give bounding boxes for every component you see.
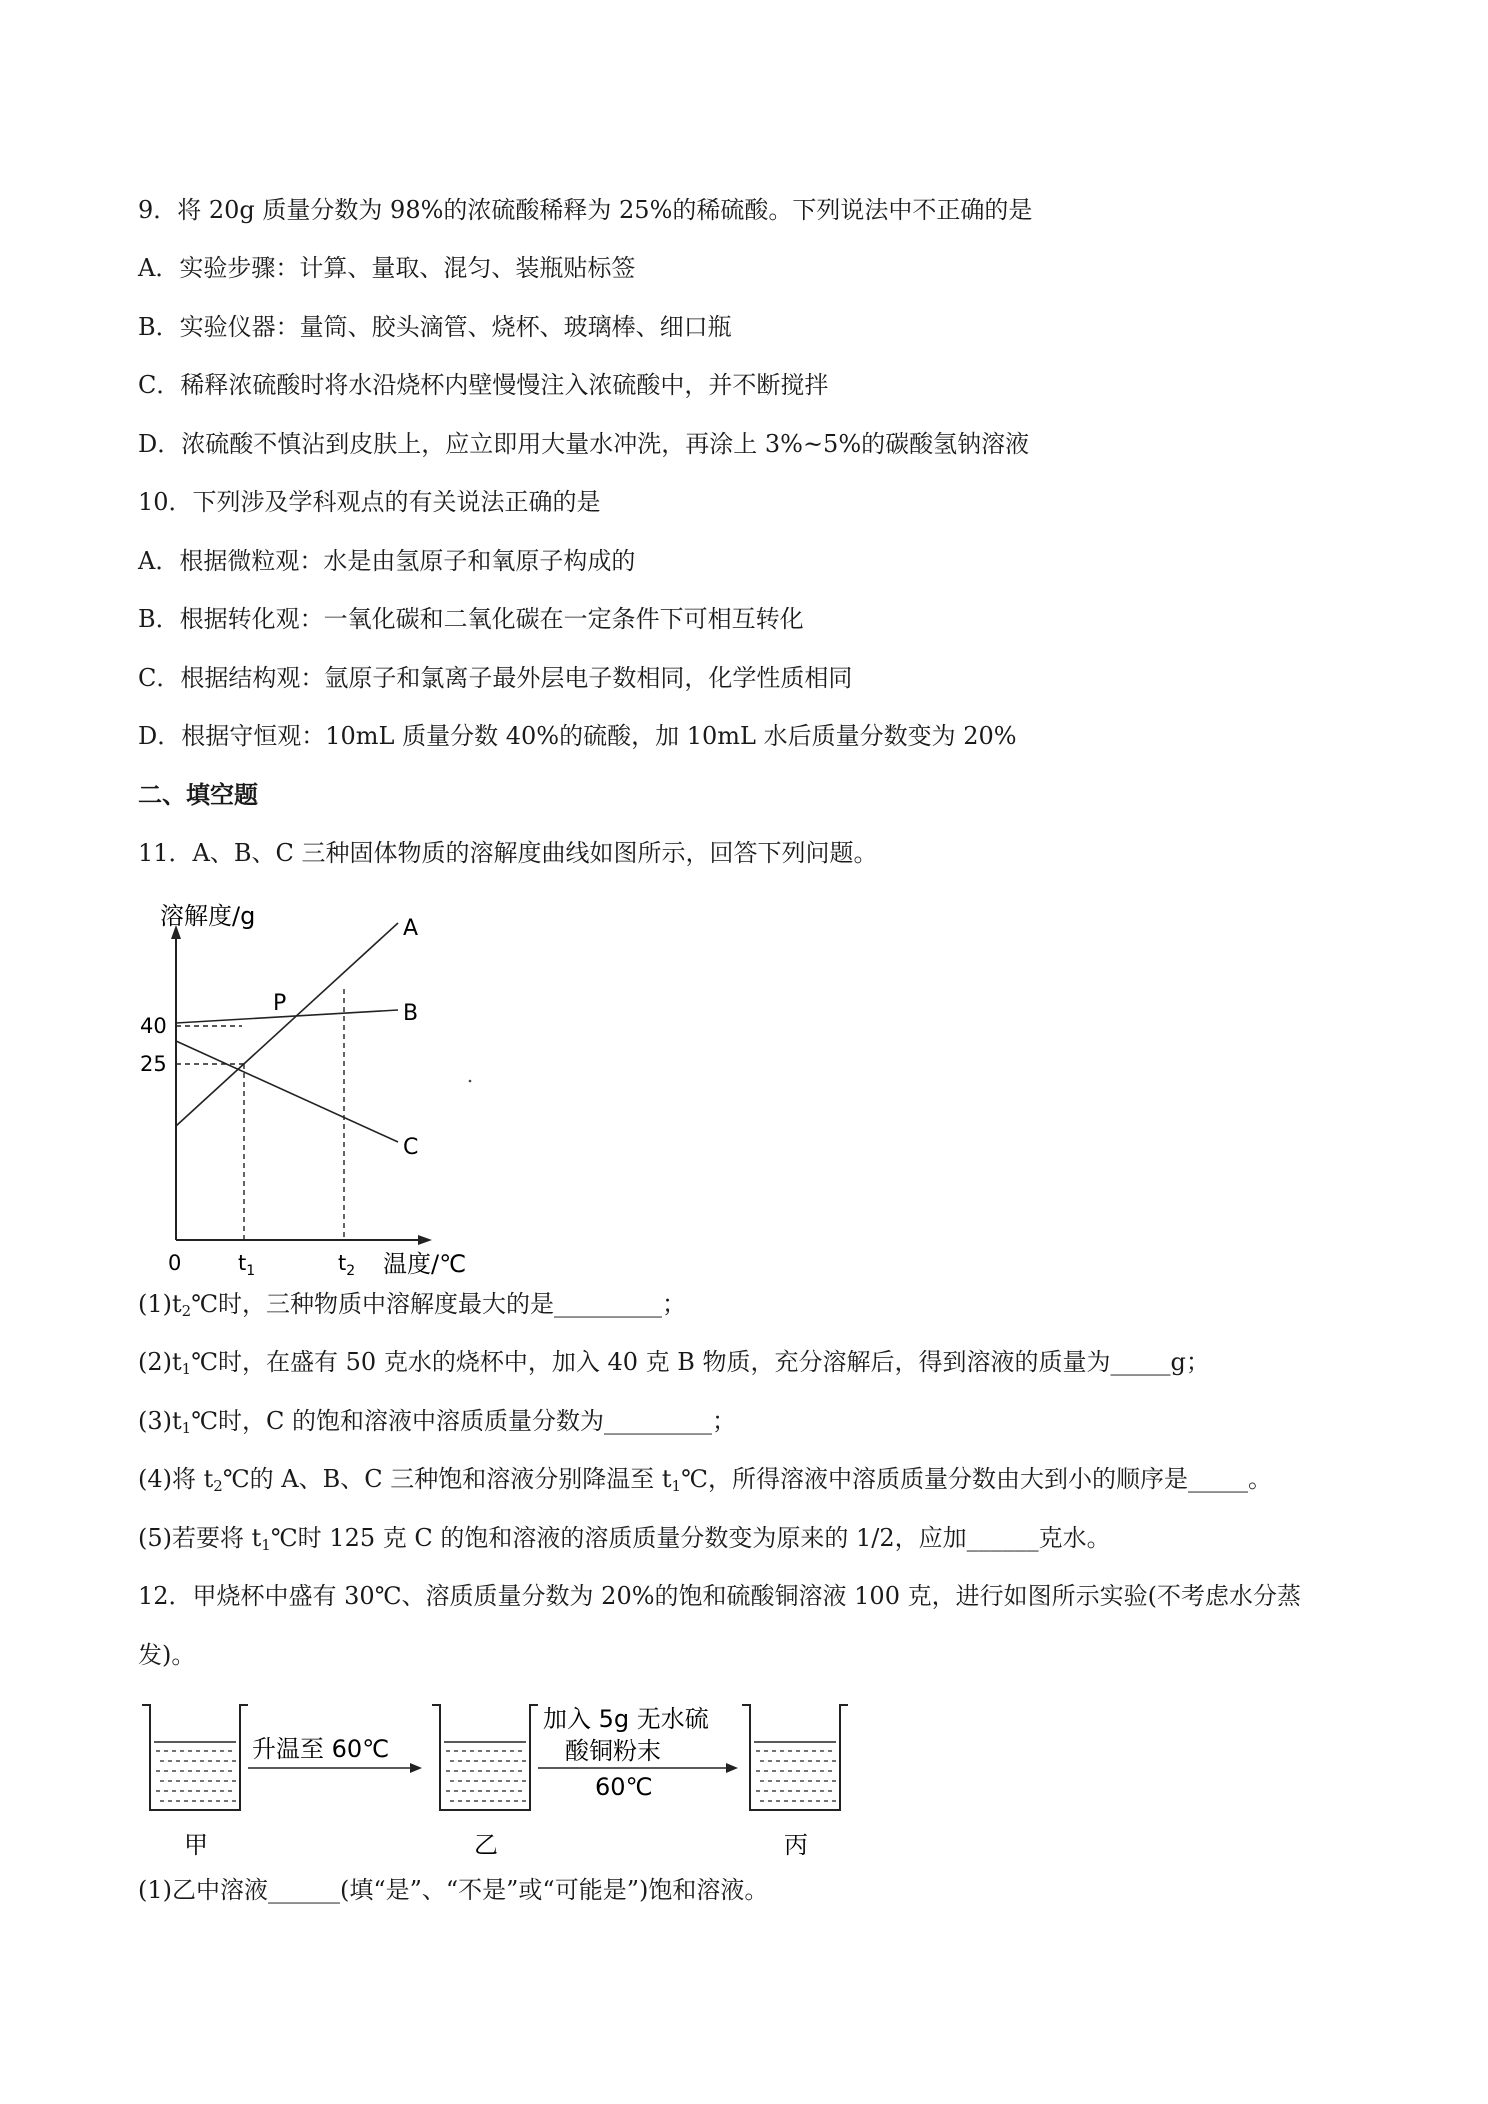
q10-stem: 10．下列涉及学科观点的有关说法正确的是 [138, 488, 601, 516]
curve-a-label: A [403, 916, 419, 941]
beaker-yi [432, 1705, 538, 1810]
x-axis-label: 温度/℃ [383, 1250, 467, 1275]
curve-b [176, 1010, 398, 1023]
beaker-yi-label: 乙 [474, 1831, 498, 1859]
beaker-bing-label: 丙 [784, 1831, 808, 1859]
q11-sub-5: (5)若要将 $t_1℃$时 125 克 C 的饱和溶液的溶质质量分数变为原来的 1/2，应加______克水。 [138, 1524, 1111, 1554]
q12-experiment-figure [140, 1695, 860, 1865]
y-tick-25: 25 [140, 1052, 167, 1076]
q9-option-b: B．实验仪器：量筒、胶头滴管、烧杯、玻璃棒、细口瓶 [138, 313, 732, 341]
arrow-2-label-line-3: 60℃ [595, 1773, 653, 1801]
x-tick-t2: $t_2$ [338, 1251, 356, 1275]
q9-option-d: D．浓硫酸不慎沾到皮肤上，应立即用大量水冲洗，再涂上 3%~5%的碳酸氢钠溶液 [138, 430, 1030, 458]
stray-dot [469, 1080, 472, 1083]
q11-stem: 11．A、B、C 三种固体物质的溶解度曲线如图所示，回答下列问题。 [138, 839, 878, 867]
x-tick-t1: $t_1$ [238, 1251, 256, 1275]
arrow-2-label-line-1: 加入 5g 无水硫 [543, 1705, 709, 1733]
q11-sub-2: $(2)t_1℃$时，在盛有 50 克水的烧杯中，加入 40 克 B 物质，充分溶解后，得到溶液的质量为_____g； [138, 1348, 1210, 1378]
curve-c-label: C [403, 1135, 419, 1160]
q9-option-c: C．稀释浓硫酸时将水沿烧杯内壁慢慢注入浓硫酸中，并不断搅拌 [138, 371, 829, 399]
beaker-bing [742, 1705, 848, 1810]
solubility-curve-chart [140, 895, 480, 1275]
q9-option-a: A．实验步骤：计算、量取、混匀、装瓶贴标签 [138, 254, 636, 282]
q11-sub-4: (4)将 $t_2℃$的 A、B、C 三种饱和溶液分别降温至 $t_1℃$，所得溶液中溶质质量分数由大到小的顺序是_____。 [138, 1465, 1272, 1495]
q12-sub-1: (1)乙中溶液______(填“是”、“不是”或“可能是”)饱和溶液。 [138, 1876, 769, 1904]
q11-sub-1: $(1)t_2℃$时，三种物质中溶解度最大的是_________； [138, 1290, 687, 1320]
arrow-1-head [410, 1763, 422, 1773]
q11-sub-3: $(3)t_1℃$时，C 的饱和溶液中溶质质量分数为_________； [138, 1407, 737, 1437]
beaker-jia [142, 1705, 248, 1810]
q10-option-a: A．根据微粒观：水是由氢原子和氧原子构成的 [138, 547, 636, 575]
q12-stem-line-1: 12．甲烧杯中盛有 30℃、溶质质量分数为 20%的饱和硫酸铜溶液 100 克，进行如图所示实验(不考虑水分蒸 [138, 1582, 1301, 1610]
x-axis-arrow [418, 1235, 432, 1245]
q10-option-d: D．根据守恒观：10mL 质量分数 40%的硫酸，加 10mL 水后质量分数变为 20% [138, 722, 1017, 750]
y-axis-label: 溶解度/g [160, 902, 256, 930]
arrow-2-label-line-2: 酸铜粉末 [565, 1737, 661, 1765]
y-tick-40: 40 [140, 1014, 167, 1038]
q9-stem: 9．将 20g 质量分数为 98%的浓硫酸稀释为 25%的稀硫酸。下列说法中不正确的是 [138, 196, 1033, 224]
arrow-1-label: 升温至 60℃ [252, 1735, 390, 1763]
section-heading: 二、填空题 [138, 781, 258, 809]
point-p-label: P [273, 991, 287, 1016]
beaker-jia-label: 甲 [184, 1831, 208, 1859]
curve-a [176, 923, 398, 1126]
origin-label: 0 [168, 1251, 182, 1275]
q10-option-c: C．根据结构观：氩原子和氯离子最外层电子数相同，化学性质相同 [138, 664, 853, 692]
curve-b-label: B [403, 1001, 419, 1026]
q12-stem-line-2: 发)。 [138, 1641, 196, 1669]
arrow-2-head [726, 1763, 738, 1773]
q10-option-b: B．根据转化观：一氧化碳和二氧化碳在一定条件下可相互转化 [138, 605, 804, 633]
curve-c [176, 1041, 398, 1142]
